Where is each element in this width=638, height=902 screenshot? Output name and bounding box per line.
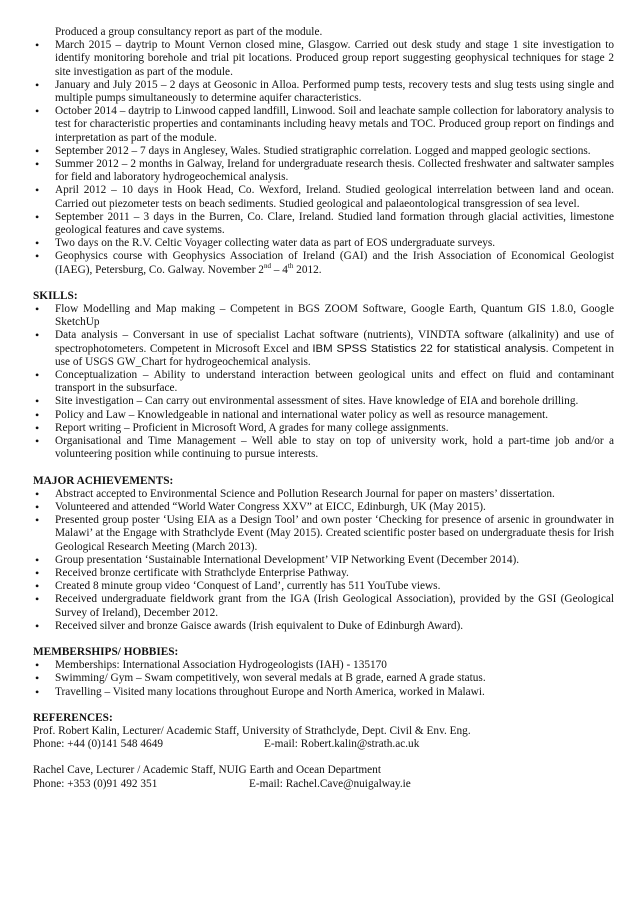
reference-2-phone: Phone: +353 (0)91 492 351 xyxy=(33,777,158,790)
data-analysis-spss: IBM SPSS Statistics 22 for statistical analysis xyxy=(312,342,546,355)
reference-spacer xyxy=(33,751,614,764)
geophysics-text-b: – 4 xyxy=(270,263,288,276)
fieldwork-item-geophysics xyxy=(33,250,614,276)
data-analysis-text-b: . Competent in use of USGS GW_Chart for hydrogeochemical analysis. xyxy=(55,342,614,368)
reference-2-email[interactable]: E-mail: Rachel.Cave@nuigalway.ie xyxy=(249,777,411,790)
skills-item: • Site investigation – Can carry out environmental assessment of sites. Have knowledge of EIA and borehole drilling. xyxy=(33,395,614,408)
membership-item: • Memberships: International Association Hydrogeologists (IAH) - 135170 xyxy=(33,659,614,672)
fieldwork-item: • January and July 2015 – 2 days at Geosonic in Alloa. Performed pump tests, recovery tests and slug tests using single and multiple pumps simultaneously to determine aquifer characteristics. xyxy=(33,79,614,105)
achievement-item: • Volunteered and attended “World Water Congress XXV” at EICC, Edinburgh, UK (May 2015). xyxy=(33,501,614,514)
achievement-item: • Received bronze certificate with Strathclyde Enterprise Pathway. xyxy=(33,567,614,580)
reference-1 xyxy=(33,725,614,751)
fieldwork-item: • March 2015 – daytrip to Mount Vernon closed mine, Glasgow. Carried out desk study and stage 1 site investigation to identify monitoring borehole and trial pit locations. Produced group report suggesting geophysical techniques for stage 2 site investigation as part of the module. xyxy=(33,39,614,79)
skills-list xyxy=(33,303,614,461)
fieldwork-item: • Summer 2012 – 2 months in Galway, Ireland for undergraduate research thesis. Collected freshwater and saltwater samples for field and laboratory hydrogeochemical analysis. xyxy=(33,158,614,184)
skills-heading: SKILLS: xyxy=(33,289,78,302)
reference-2-name: Rachel Cave, Lecturer / Academic Staff, NUIG Earth and Ocean Department xyxy=(33,764,381,777)
fieldwork-item: • April 2012 – 10 days in Hook Head, Co. Wexford, Ireland. Studied geological interrelation between land and ocean. Carried out piezometer tests on beach sediments. Studied geological and palaeontological transgression of sea level. xyxy=(33,184,614,210)
reference-1-phone: Phone: +44 (0)141 548 4649 xyxy=(33,738,164,751)
achievement-item: • Created 8 minute group video ‘Conquest of Land’, currently has 511 YouTube views. xyxy=(33,580,614,593)
skills-item: • Policy and Law – Knowledgeable in national and international water policy as well as resource management. xyxy=(33,409,614,422)
fieldwork-item: • September 2012 – 7 days in Anglesey, Wales. Studied stratigraphic correlation. Logged and mapped geologic sections. xyxy=(33,145,614,158)
fieldwork-continuation: Produced a group consultancy report as part of the module. xyxy=(55,26,323,38)
geophysics-sup-a: nd xyxy=(263,261,271,270)
achievement-item: • Received silver and bronze Gaisce awards (Irish equivalent to Duke of Edinburgh Award). xyxy=(33,620,614,633)
skills-item: • Organisational and Time Management – Well able to stay on top of university work, hold a part-time job and/or a volunteering position while continuing to pursue interests. xyxy=(33,435,614,461)
fieldwork-item: • October 2014 – daytrip to Linwood capped landfill, Linwood. Soil and leachate sample collection for laboratory analysis to test for characteristic properties and contaminants including heavy metals and TOC. Produced group report on findings and interpretation as part of the module. xyxy=(33,105,614,145)
reference-1-name: Prof. Robert Kalin, Lecturer/ Academic Staff, University of Strathclyde, Dept. Civil & Env. Eng. xyxy=(33,724,471,737)
skills-item: • Flow Modelling and Map making – Competent in BGS ZOOM Software, Google Earth, Quantum GIS 1.8.0, Google SketchUp xyxy=(33,303,614,329)
achievements-heading: MAJOR ACHIEVEMENTS: xyxy=(33,474,174,487)
reference-1-email[interactable]: E-mail: Robert.kalin@strath.ac.uk xyxy=(264,738,420,751)
achievements-list xyxy=(33,488,614,633)
geophysics-text-c: 2012. xyxy=(293,263,322,276)
membership-item: • Travelling – Visited many locations throughout Europe and North America, worked in Malawi. xyxy=(33,686,614,699)
reference-1-contact xyxy=(33,738,614,751)
data-analysis-text-a: Data analysis – Conversant in use of specialist Lachat software (nutrients), VINDTA software (alkalinity) and use of spectrophotometers. Competent in Microsoft Excel and xyxy=(55,329,614,355)
geophysics-sup-b: th xyxy=(287,261,294,270)
geophysics-text-a: Geophysics course with Geophysics Association of Ireland (GAI) and the Irish Association of Economical Geologist (IAEG), Petersburg, Co. Galway. November 2 xyxy=(55,250,614,276)
achievement-item: • Received undergraduate fieldwork grant from the IGA (Irish Geological Association), provided by the GSI (Geological Survey of Ireland), December 2012. xyxy=(33,593,614,619)
achievement-item: • Abstract accepted to Environmental Science and Pollution Research Journal for paper on masters’ dissertation. xyxy=(33,488,614,501)
fieldwork-item: • September 2011 – 3 days in the Burren, Co. Clare, Ireland. Studied land formation through glacial activities, limestone geological features and cave systems. xyxy=(33,211,614,237)
fieldwork-list xyxy=(33,39,614,277)
references-heading: REFERENCES: xyxy=(33,711,113,724)
skills-item: • Report writing – Proficient in Microsoft Word, A grades for many college assignments. xyxy=(33,422,614,435)
achievement-item: • Group presentation ‘Sustainable International Development’ VIP Networking Event (December 2014). xyxy=(33,554,614,567)
skills-item-data-analysis xyxy=(33,329,614,369)
skills-item: • Conceptualization – Ability to understand interaction between geological units and effect on fluid and contaminant transport in the subsurface. xyxy=(33,369,614,395)
fieldwork-item: • Two days on the R.V. Celtic Voyager collecting water data as part of EOS undergraduate surveys. xyxy=(33,237,614,250)
achievement-item: • Presented group poster ‘Using EIA as a Design Tool’ and own poster ‘Checking for presence of arsenic in groundwater in Malawi’ at the Engage with Strathclyde Event (May 2015). Created scientific poster based on undergraduate thesis for Irish Geological Research Meeting (March 2013). xyxy=(33,514,614,554)
memberships-list xyxy=(33,659,614,699)
reference-2-contact xyxy=(33,778,614,791)
reference-2 xyxy=(33,764,614,790)
membership-item: • Swimming/ Gym – Swam competitively, won several medals at B grade, earned A grade status. xyxy=(33,672,614,685)
memberships-heading: MEMBERSHIPS/ HOBBIES: xyxy=(33,645,179,658)
